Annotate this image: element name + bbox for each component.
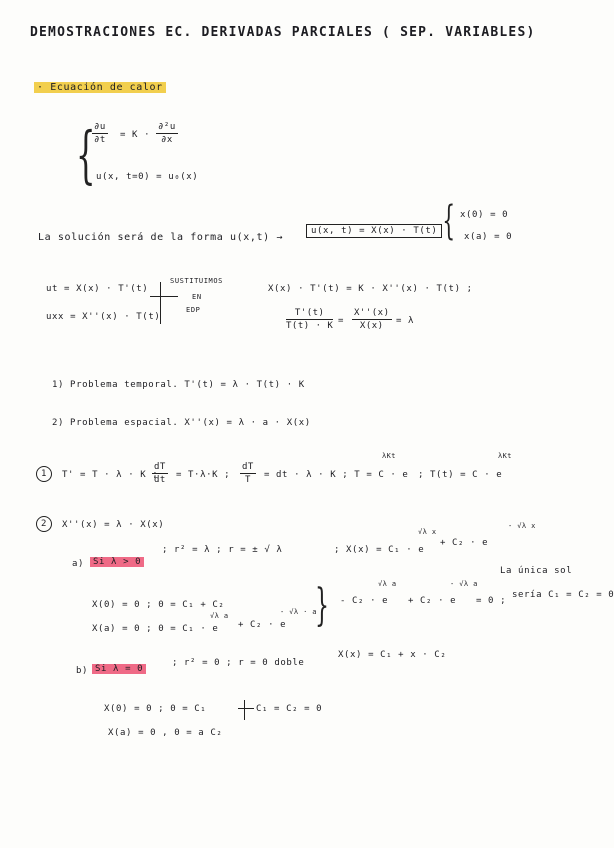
step-1-c-exponent: λKt	[382, 452, 396, 460]
dt-denominator: ∂t	[94, 135, 106, 145]
case-a-solution: ; X(x) = C₁ · e	[334, 545, 425, 555]
dT-num-2: dT	[242, 462, 254, 472]
separation-formula: u(x, t) = X(x) · T(t)	[306, 224, 442, 238]
dT-T-fraction	[240, 462, 256, 485]
case-b-bc-1: X(0) = 0 ; 0 = C₁	[104, 704, 207, 714]
separation-constant: = λ	[396, 316, 415, 326]
case-a-brace: }	[315, 580, 329, 631]
substitute-label-2: EN	[192, 293, 202, 301]
section-heading	[34, 82, 166, 93]
case-a-bc-2-exp: √λ a	[210, 612, 229, 620]
substitution-arrow-stem	[160, 282, 161, 324]
step-1-d-exponent: λKt	[498, 452, 512, 460]
time-ratio-fraction	[286, 308, 333, 331]
time-ratio-num: T'(t)	[286, 308, 333, 320]
section-heading-text: · Ecuación de calor	[34, 82, 166, 93]
d2u-numerator: ∂²u	[158, 122, 176, 132]
case-a-condition	[90, 557, 144, 567]
du-dt-fraction	[92, 122, 108, 145]
case-a-result-exp: √λ a	[378, 580, 397, 588]
step-1-b: = T·λ·K ;	[176, 470, 231, 480]
case-a-result-exp-2: - √λ a	[450, 580, 478, 588]
dx-denominator: ∂x	[160, 135, 173, 145]
substitution-arrow	[150, 296, 178, 297]
substitute-label-1: SUSTITUIMOS	[170, 277, 223, 285]
case-a-bc-2-rest: + C₂ · e	[238, 620, 287, 630]
case-b-solution: X(x) = C₁ + x · C₂	[338, 650, 447, 660]
case-a-solution-mid: + C₂ · e	[440, 538, 489, 548]
case-a-note-1: La única sol	[500, 566, 573, 576]
case-a-bc-2-exp-2: - √λ · a	[280, 608, 317, 616]
dt-den: dt	[154, 475, 166, 485]
case-a-condition-text: Si λ > 0	[90, 557, 144, 567]
step-2-number: 2	[36, 516, 52, 532]
du-numerator: ∂u	[94, 122, 106, 132]
step-1-marker	[36, 466, 52, 482]
space-ratio-fraction	[352, 308, 392, 331]
case-a-exp-2: - √λ x	[508, 522, 536, 530]
case-a-bc-2: X(a) = 0 ; 0 = C₁ · e	[92, 624, 219, 634]
bc-brace: {	[442, 198, 456, 244]
d2u-dx-fraction	[156, 122, 178, 145]
dT-numerator: dT	[154, 462, 166, 472]
case-a-exp-1: √λ x	[418, 528, 437, 536]
step-2-marker	[36, 516, 52, 532]
step-1-solution: ; T(t) = C · e	[418, 470, 503, 480]
time-ratio-den: T(t) · K	[286, 321, 334, 331]
page-title: DEMOSTRACIONES EC. DERIVADAS PARCIALES ( SEP. VARIABLES)	[30, 25, 536, 40]
case-a-result: - C₂ · e	[340, 596, 389, 606]
boundary-condition-2: x(a) = 0	[464, 232, 513, 242]
case-b-label: b)	[76, 666, 89, 676]
boundary-condition-1: x(0) = 0	[460, 210, 509, 220]
ut-derivative: ut = X(x) · T'(t)	[46, 284, 149, 294]
case-b-arrow	[238, 708, 254, 709]
step-1-number: 1	[36, 466, 52, 482]
case-a-bc-1: X(0) = 0 ; 0 = C₁ + C₂	[92, 600, 225, 610]
space-ratio-num: X''(x)	[354, 308, 390, 318]
case-b-arrow-stem	[244, 700, 245, 720]
step-1-c: = dt · λ · K ; T = C · e	[264, 470, 409, 480]
substituted-equation: X(x) · T'(t) = K · X''(x) · T(t) ;	[268, 284, 473, 294]
case-b-condition	[92, 664, 146, 674]
case-a-result-end: = 0 ;	[476, 596, 507, 606]
case-a-label: a)	[72, 559, 85, 569]
uxx-derivative: uxx = X''(x) · T(t)	[46, 312, 161, 322]
dT-dt-fraction	[152, 462, 168, 485]
case-a-note-2: sería C₁ = C₂ = 0	[512, 590, 614, 600]
step-2-eq: X''(x) = λ · X(x)	[62, 520, 165, 530]
space-ratio-den: X(x)	[359, 321, 384, 331]
system-brace: {	[75, 118, 96, 191]
step-1-eq: T' = T · λ · K ;	[62, 470, 159, 480]
case-b-result: C₁ = C₂ = 0	[256, 704, 323, 714]
case-a-roots: ; r² = λ ; r = ± √ λ	[162, 545, 283, 555]
ratio-equals: =	[338, 316, 345, 326]
heat-eq-mid: = K ·	[120, 130, 151, 140]
case-b-bc-2: X(a) = 0 , 0 = a C₂	[108, 728, 223, 738]
case-b-condition-text: Si λ = 0	[92, 664, 146, 674]
initial-condition: u(x, t=0) = u₀(x)	[96, 172, 199, 182]
solution-text: La solución será de la forma u(x,t) →	[38, 232, 283, 243]
case-b-roots: ; r² = 0 ; r = 0 doble	[172, 658, 305, 668]
spatial-problem: 2) Problema espacial. X''(x) = λ · a · X(x)	[52, 418, 311, 428]
T-den: T	[244, 475, 251, 485]
substitute-label-3: EDP	[186, 306, 201, 314]
case-a-result-mid: + C₂ · e	[408, 596, 457, 606]
solution-box	[306, 226, 442, 236]
temporal-problem: 1) Problema temporal. T'(t) = λ · T(t) · K	[52, 380, 305, 390]
